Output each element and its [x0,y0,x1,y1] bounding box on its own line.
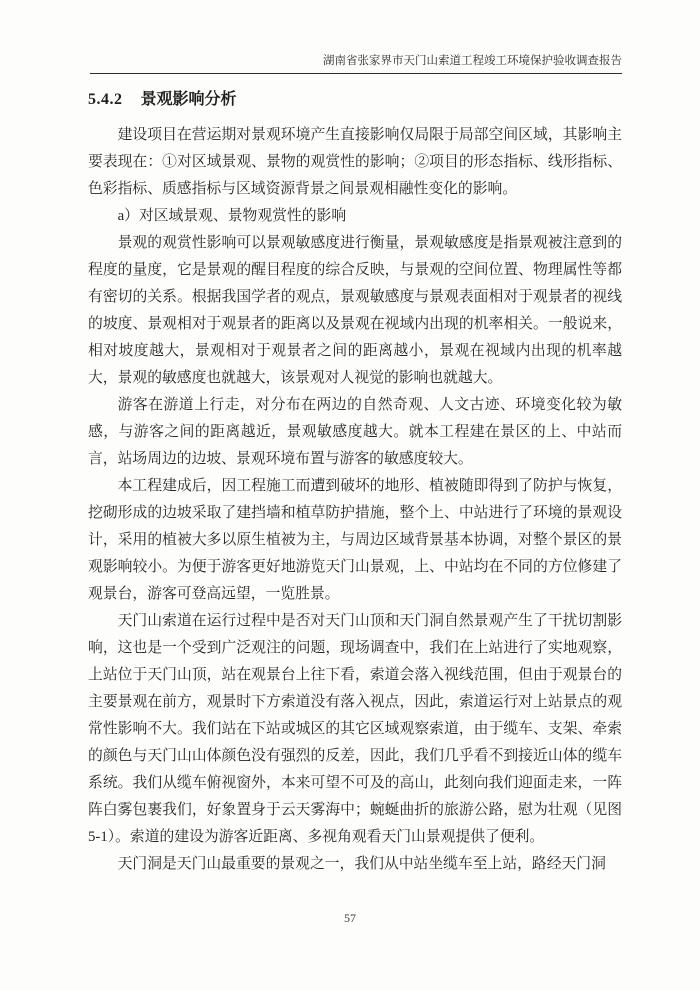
paragraph-intro: 建设项目在营运期对景观环境产生直接影响仅局限于局部空间区域，其影响主要表现在：①对区域景观、景物的观赏性的影响；②项目的形态指标、线形指标、色彩指标、质感指标与区域资源背景之间景观相融性变化的影响。 [88,127,622,197]
sub-heading-a: a）对区域景观、景物观赏性的影响 [117,208,347,224]
paragraph-restoration: 本工程建成后，因工程施工而遭到破坏的地形、植被随即得到了防护与恢复，挖砌形成的边坡采取了建挡墙和植草防护措施，整个上、中站进行了环境的景观设计，采用的植被大多以原生植被为主，与周边区域背景基本协调，对整个景区的景观影响较小。为便于游客更好地游览天门山景观，上、中站均在不同的方位修建了观景台，游客可登高远望，一览胜景。 [88,478,622,602]
running-header [90,54,622,74]
paragraph-cableway-observation: 天门山索道在运行过程中是否对天门山顶和天门洞自然景观产生了干扰切割影响，这也是一个受到广泛观注的问题，现场调查中，我们在上站进行了实地观察，上站位于天门山顶，站在观景台上往下看，索道会落入视线范围，但由于观景台的主要景观在前方，观景时下方索道没有落入视点，因此，索道运行对上站景点的观常性影响不大。我们站在下站或城区的其它区域观察索道，由于缆车、支架、牵索的颜色与天门山山体颜色没有强烈的反差，因此，我们几乎看不到接近山体的缆车系统。我们从缆车俯视窗外，本来可望不可及的高山，此刻向我们迎面走来，一阵阵白雾包裹我们，好象置身于云天雾海中；蜿蜒曲折的旅游公路，慰为壮观（见图5-1）。索道的建设为游客近距离、多视角观看天门山景观提供了便利。 [88,613,622,845]
section-number: 5.4.2 [88,91,123,108]
page-number: 57 [344,911,356,925]
running-header-text: 湖南省张家界市天门山索道工程竣工环境保护验收调查报告 [323,55,622,67]
section-title: 景观影响分析 [140,91,237,108]
section-heading [88,85,622,115]
page-body [88,85,622,878]
paragraph-sensitivity: 景观的观赏性影响可以景观敏感度进行衡量，景观敏感度是指景观被注意到的程度的量度，它是景观的醒目程度的综合反映，与景观的空间位置、物理属性等都有密切的关系。根据我国学者的观点，景观敏感度与景观表面相对于观景者的视线的坡度、景观相对于观景者的距离以及景观在视域内出现的机率相关。一般说来，相对坡度越大，景观相对于观景者之间的距离越小，景观在视域内出现的机率越大，景观的敏感度也就越大，该景观对人视觉的影响也就越大。 [88,235,622,386]
paragraph-tourist-path: 游客在游道上行走，对分布在两边的自然奇观、人文古迹、环境变化较为敏感，与游客之间的距离越近，景观敏感度越大。就本工程建在景区的上、中站而言，站场周边的边坡、景观环境布置与游客的敏感度较大。 [88,397,622,467]
paragraph-tianmen-cave: 天门洞是天门山最重要的景观之一，我们从中站坐缆车至上站，路经天门洞 [117,856,606,872]
page-footer [0,911,700,926]
